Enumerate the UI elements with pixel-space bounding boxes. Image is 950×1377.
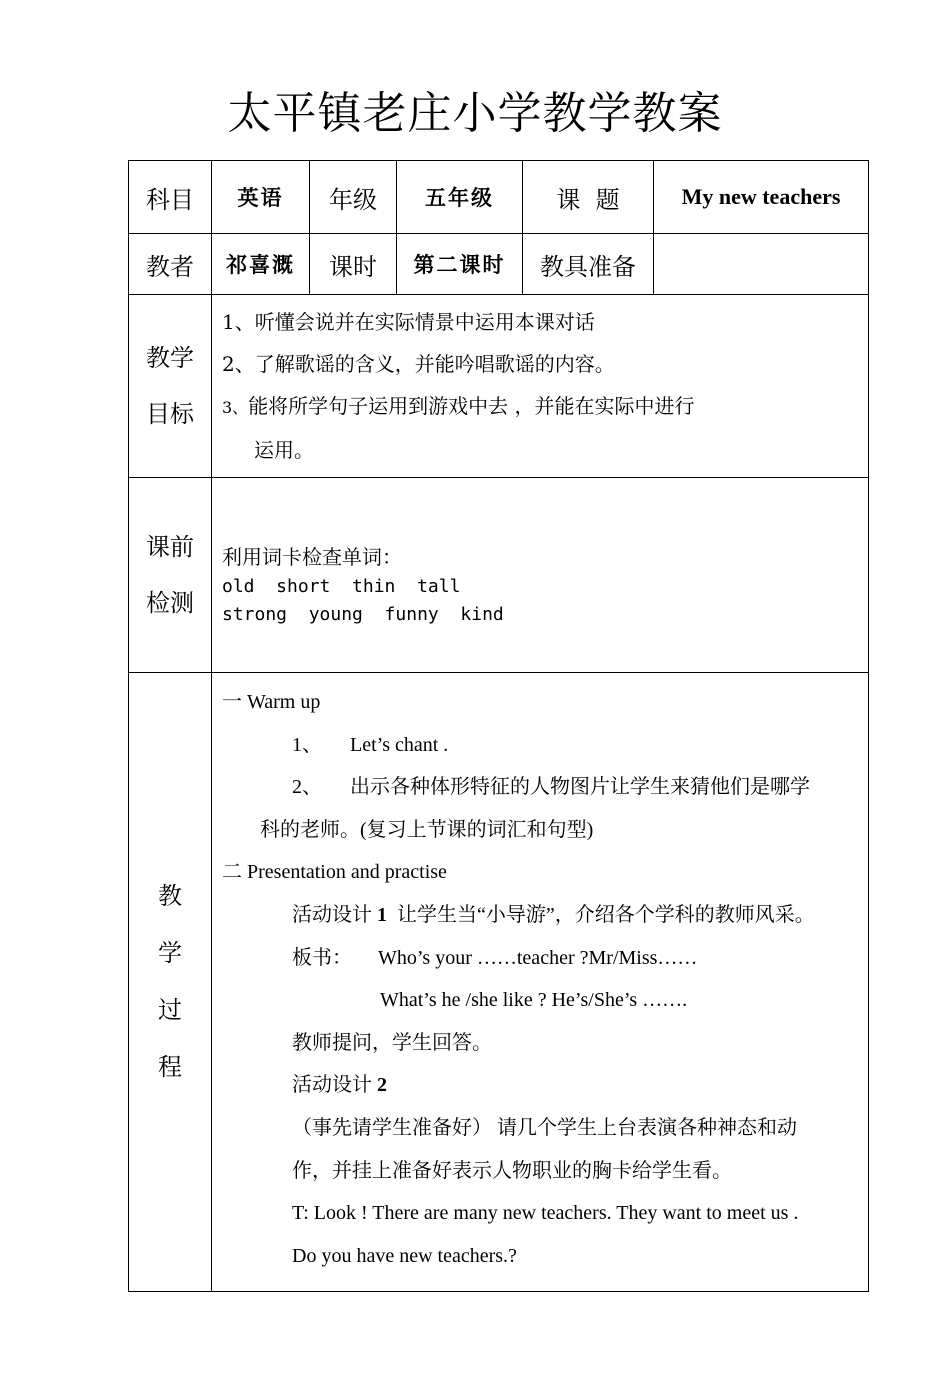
precheck-row: [129, 478, 869, 673]
teacher-label: 教者: [129, 234, 212, 295]
activity-2-text-2: 作，并挂上准备好表示人物职业的胸卡给学生看。: [292, 1159, 732, 1182]
precheck-label: [129, 478, 212, 673]
goal-item-2: 2、了解歌谣的含义，并能吟唱歌谣的内容。: [222, 352, 615, 376]
precheck-words-line-1: old short thin tall: [222, 576, 461, 597]
activity-1-number: 1: [377, 903, 387, 926]
goal-item-3-text: 能将所学句子运用到游戏中去 ，并能在实际中进行: [248, 394, 695, 418]
precheck-label-line-1: 课前: [146, 533, 194, 561]
process-label-char-3: 过: [158, 996, 182, 1024]
dialog-line-2: Do you have new teachers.?: [292, 1244, 517, 1267]
lesson-plan-table: [128, 160, 869, 1292]
activity-2-label: 活动设计: [292, 1074, 372, 1097]
precheck-content: [212, 478, 869, 673]
goals-content: [212, 295, 869, 478]
board-line-1: [222, 937, 858, 980]
warmup-item-1-number: 1、: [292, 733, 322, 756]
activity-2-number: 2: [377, 1074, 387, 1097]
board-label: 板书：: [292, 946, 352, 969]
process-content: [212, 673, 869, 1292]
warmup-item-1: [222, 724, 858, 767]
goals-label: [129, 295, 212, 478]
teacher-value: 祁喜溉: [212, 234, 310, 295]
precheck-words-line-2: strong young funny kind: [222, 604, 504, 625]
goals-label-line-1: 教学: [146, 344, 194, 372]
warmup-item-2-continued: 科的老师。(复习上节课的词汇和句型): [260, 818, 594, 841]
activity-1: [222, 894, 858, 937]
period-value: 第二课时: [397, 234, 523, 295]
teacher-qa: 教师提问，学生回答。: [292, 1031, 492, 1054]
dialog-line-1: T: Look ! There are many new teachers. They want to meet us .: [292, 1202, 799, 1225]
presentation-heading: 二 Presentation and practise: [222, 861, 447, 884]
period-label: 课时: [310, 234, 397, 295]
process-label-char-1: 教: [158, 882, 182, 910]
topic-value: My new teachers: [654, 161, 869, 234]
grade-value: 五年级: [397, 161, 523, 234]
warmup-heading: 一 Warm up: [222, 691, 321, 713]
header-row-1: [129, 161, 869, 234]
board-line-1-text: Who’s your ……teacher ?Mr/Miss……: [378, 946, 698, 969]
activity-2-text-1: （事先请学生准备好） 请几个学生上台表演各种神态和动: [292, 1116, 797, 1139]
subject-value: 英语: [212, 161, 310, 234]
warmup-item-1-text: Let’s chant .: [350, 733, 449, 756]
header-row-2: [129, 234, 869, 295]
warmup-item-2-text: 出示各种体形特征的人物图片让学生来猜他们是哪学: [350, 776, 810, 799]
warmup-item-2: [222, 766, 858, 809]
goal-item-1: 1、听懂会说并在实际情景中运用本课对话: [222, 310, 595, 334]
tools-value: [654, 234, 869, 295]
tools-label: 教具准备: [523, 234, 654, 295]
board-line-2: What’s he /she like ? He’s/She’s …….: [380, 989, 688, 1012]
precheck-intro: 利用词卡检查单词：: [222, 545, 402, 569]
activity-2: [222, 1064, 858, 1107]
process-label: [129, 673, 212, 1292]
activity-1-label: 活动设计: [292, 903, 372, 926]
activity-1-text: 让学生当“小导游”，介绍各个学科的教师风采。: [397, 903, 815, 926]
topic-label: 课 题: [523, 161, 654, 234]
precheck-label-line-2: 检测: [146, 589, 194, 617]
warmup-item-2-number: 2、: [292, 776, 322, 799]
process-row: [129, 673, 869, 1292]
goal-item-3-number: 3、: [222, 398, 249, 417]
page-title: 太平镇老庄小学教学教案: [227, 88, 723, 139]
goal-item-3-continued: 运用。: [254, 438, 314, 462]
goal-item-3: [222, 385, 858, 429]
grade-label: 年级: [310, 161, 397, 234]
goals-label-line-2: 目标: [146, 400, 194, 428]
process-label-char-2: 学: [158, 939, 182, 967]
subject-label: 科目: [129, 161, 212, 234]
goals-row: [129, 295, 869, 478]
process-label-char-4: 程: [158, 1053, 182, 1081]
